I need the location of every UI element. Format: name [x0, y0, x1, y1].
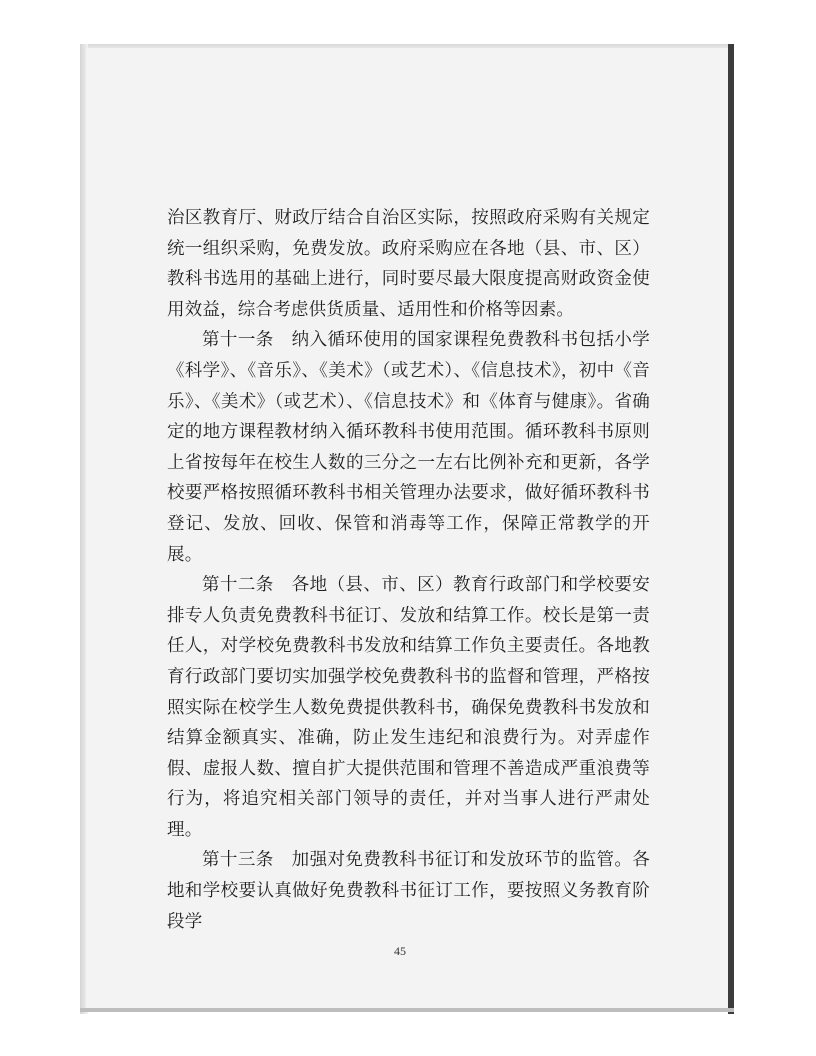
paper-edge-right: [728, 44, 734, 1014]
paper-edge-bottom: [80, 1008, 734, 1012]
paragraph-1: 治区教育厅、财政厅结合自治区实际，按照政府采购有关规定统一组织采购，免费发放。政府采购应在各地（县、市、区）教科书选用的基础上进行，同时要尽最大限度提高财政资金使用效益，综合考虑供货质量、适用性和价格等因素。: [167, 208, 650, 320]
paragraph-article-11: 第十一条 纳入循环使用的国家课程免费教科书包括小学《科学》、《音乐》、《美术》（或艺术）、《信息技术》，初中《音乐》、《美术》（或艺术）、《信息技术》和《体育与健康》。省确定的地方课程教材纳入循环教科书使用范围。循环教科书原则上省按每年在校生人数的三分之一左右比例补充和更新，各学校要严格按照循环教科书相关管理办法要求，做好循环教科书登记、发放、回收、保管和消毒等工作，保障正常教学的开展。: [167, 330, 650, 565]
body-text: [167, 203, 650, 937]
paragraph-article-13: 第十三条 加强对免费教科书征订和发放环节的监管。各地和学校要认真做好免费教科书征订工作，要按照义务教育阶段学: [167, 850, 650, 932]
page-number: 45: [394, 944, 406, 958]
paragraph-article-12: 第十二条 各地（县、市、区）教育行政部门和学校要安排专人负责免费教科书征订、发放和结算工作。校长是第一责任人，对学校免费教科书发放和结算工作负主要责任。各地教育行政部门要切实加强学校免费教科书的监督和管理，严格按照实际在校学生人数免费提供教科书，确保免费教科书发放和结算金额真实、准确，防止发生违纪和浪费行为。对弄虚作假、虚报人数、擅自扩大提供范围和管理不善造成严重浪费等行为，将追究相关部门领导的责任，并对当事人进行严肃处理。: [167, 575, 650, 840]
